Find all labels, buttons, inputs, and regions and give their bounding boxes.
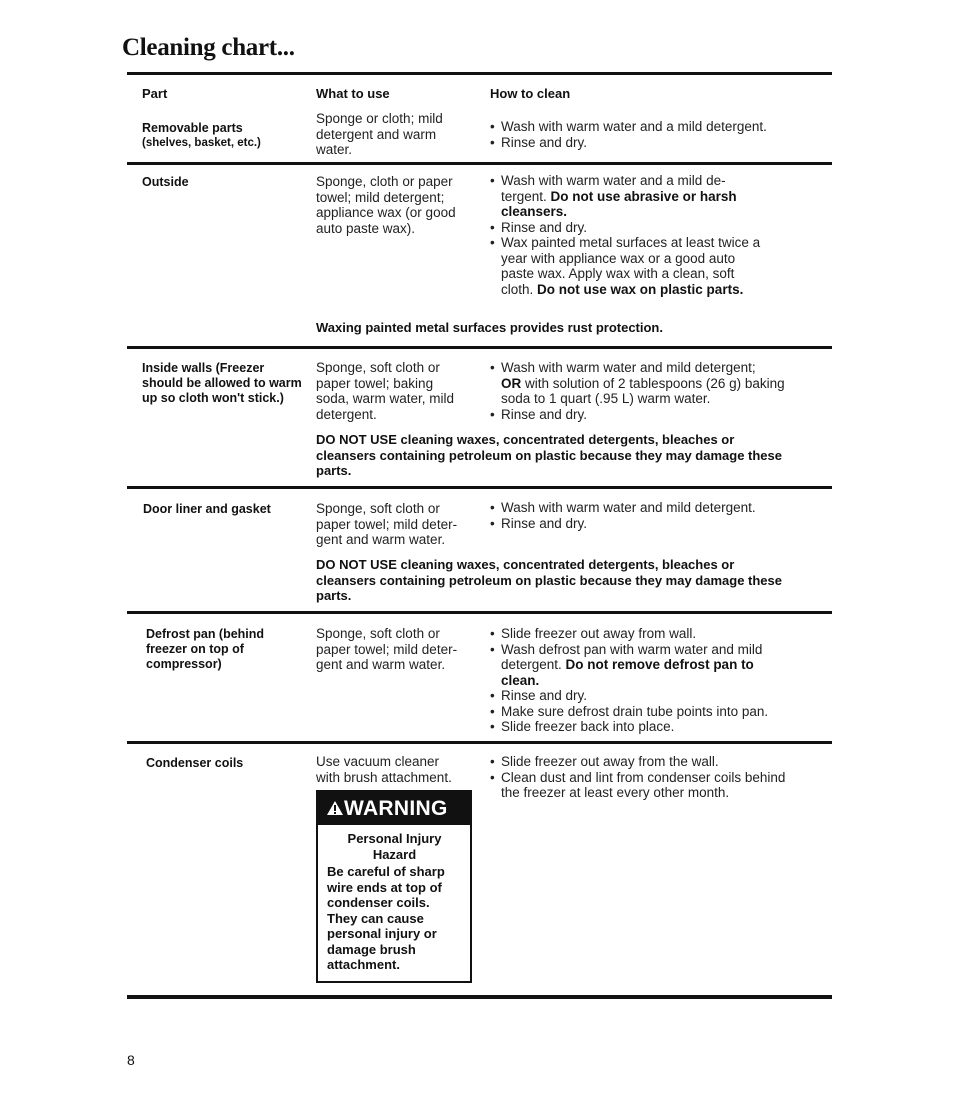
- warning-text: Be careful of sharp wire ends at top of condenser coils. They can cause personal injury or damage brush attachment.: [327, 864, 445, 972]
- how-door-liner: [490, 500, 820, 531]
- use-door-liner: Sponge, soft cloth or paper towel; mild deter-gent and warm water.: [316, 501, 458, 547]
- use-inside-walls: Sponge, soft cloth or paper towel; baking soda, warm water, mild detergent.: [316, 360, 455, 422]
- warning-label: WARNING: [344, 797, 448, 820]
- how-inside-walls: [490, 360, 810, 422]
- warning-triangle-icon: [326, 797, 344, 821]
- use-defrost-pan: Sponge, soft cloth or paper towel; mild deter-gent and warm water.: [316, 626, 458, 672]
- list-item: • Wash with warm water and mild detergent.: [490, 500, 820, 516]
- list-item: • Wax painted metal surfaces at least twice a year with appliance wax or a good auto paste wax. Apply wax with a clean, soft cloth. Do not use wax on plastic parts.: [490, 235, 765, 297]
- header-top-rule: [127, 72, 832, 75]
- column-header-what-to-use: What to use: [316, 86, 390, 101]
- list-item: • Wash with warm water and a mild detergent.: [490, 119, 820, 135]
- how-outside: [490, 173, 765, 297]
- part-removable-parts: [142, 121, 312, 151]
- list-item: • Rinse and dry.: [490, 407, 810, 423]
- part-defrost-pan: Defrost pan (behind freezer on top of compressor): [146, 627, 265, 671]
- bottom-rule: [127, 995, 832, 999]
- list-item: • Make sure defrost drain tube points into pan.: [490, 704, 785, 720]
- list-item: • Rinse and dry.: [490, 135, 820, 151]
- list-item: • Slide freezer out away from the wall.: [490, 754, 800, 770]
- page-title: Cleaning chart...: [122, 34, 295, 61]
- list-item: • Wash with warm water and a mild de-tergent. Do not use abrasive or harsh cleansers.: [490, 173, 765, 220]
- use-condenser-coils: Use vacuum cleaner with brush attachment.: [316, 754, 452, 785]
- warning-box: [316, 790, 472, 983]
- row-divider: [127, 346, 832, 349]
- row-divider: [127, 741, 832, 744]
- how-condenser-coils: [490, 754, 800, 801]
- row-divider: [127, 486, 832, 489]
- row-divider: [127, 162, 832, 165]
- how-defrost-pan: [490, 626, 785, 735]
- list-item: • Wash with warm water and mild detergent; OR with solution of 2 tablespoons (26 g) baking soda to 1 quart (.95 L) warm water.: [490, 360, 810, 407]
- use-outside: Sponge, cloth or paper towel; mild detergent; appliance wax (or good auto paste wax).: [316, 174, 456, 236]
- page-number: 8: [127, 1052, 135, 1068]
- part-condenser-coils: Condenser coils: [146, 756, 244, 770]
- part-label: Removable parts: [142, 121, 243, 135]
- note-outside: Waxing painted metal surfaces provides rust protection.: [316, 320, 663, 335]
- part-inside-walls: Inside walls (Freezer should be allowed to warm up so cloth won't stick.): [142, 361, 302, 405]
- list-item: • Rinse and dry.: [490, 688, 785, 704]
- row-divider: [127, 611, 832, 614]
- part-outside: Outside: [142, 175, 189, 189]
- list-item: • Clean dust and lint from condenser coils behind the freezer at least every other month.: [490, 770, 800, 801]
- column-header-part: Part: [142, 86, 168, 101]
- list-item: • Wash defrost pan with warm water and mild detergent. Do not remove defrost pan to clean.: [490, 642, 785, 689]
- list-item: • Slide freezer out away from wall.: [490, 626, 785, 642]
- how-removable-parts: [490, 119, 820, 150]
- use-removable-parts: Sponge or cloth; mild detergent and warm water.: [316, 111, 443, 157]
- list-item: • Rinse and dry.: [490, 220, 765, 236]
- list-item: • Rinse and dry.: [490, 516, 820, 532]
- note-inside-walls: DO NOT USE cleaning waxes, concentrated detergents, bleaches or cleansers containing petroleum on plastic because they may damage these parts.: [316, 432, 782, 478]
- note-door-liner: DO NOT USE cleaning waxes, concentrated detergents, bleaches or cleansers containing petroleum on plastic because they may damage these parts.: [316, 557, 782, 603]
- column-header-how-to-clean: How to clean: [490, 86, 571, 101]
- warning-body: [318, 825, 470, 973]
- warning-hazard: Personal Injury Hazard: [347, 831, 442, 862]
- list-item: • Slide freezer back into place.: [490, 719, 785, 735]
- part-sublabel: (shelves, basket, etc.): [142, 137, 261, 149]
- warning-header: [318, 792, 470, 825]
- part-door-liner: Door liner and gasket: [143, 502, 271, 516]
